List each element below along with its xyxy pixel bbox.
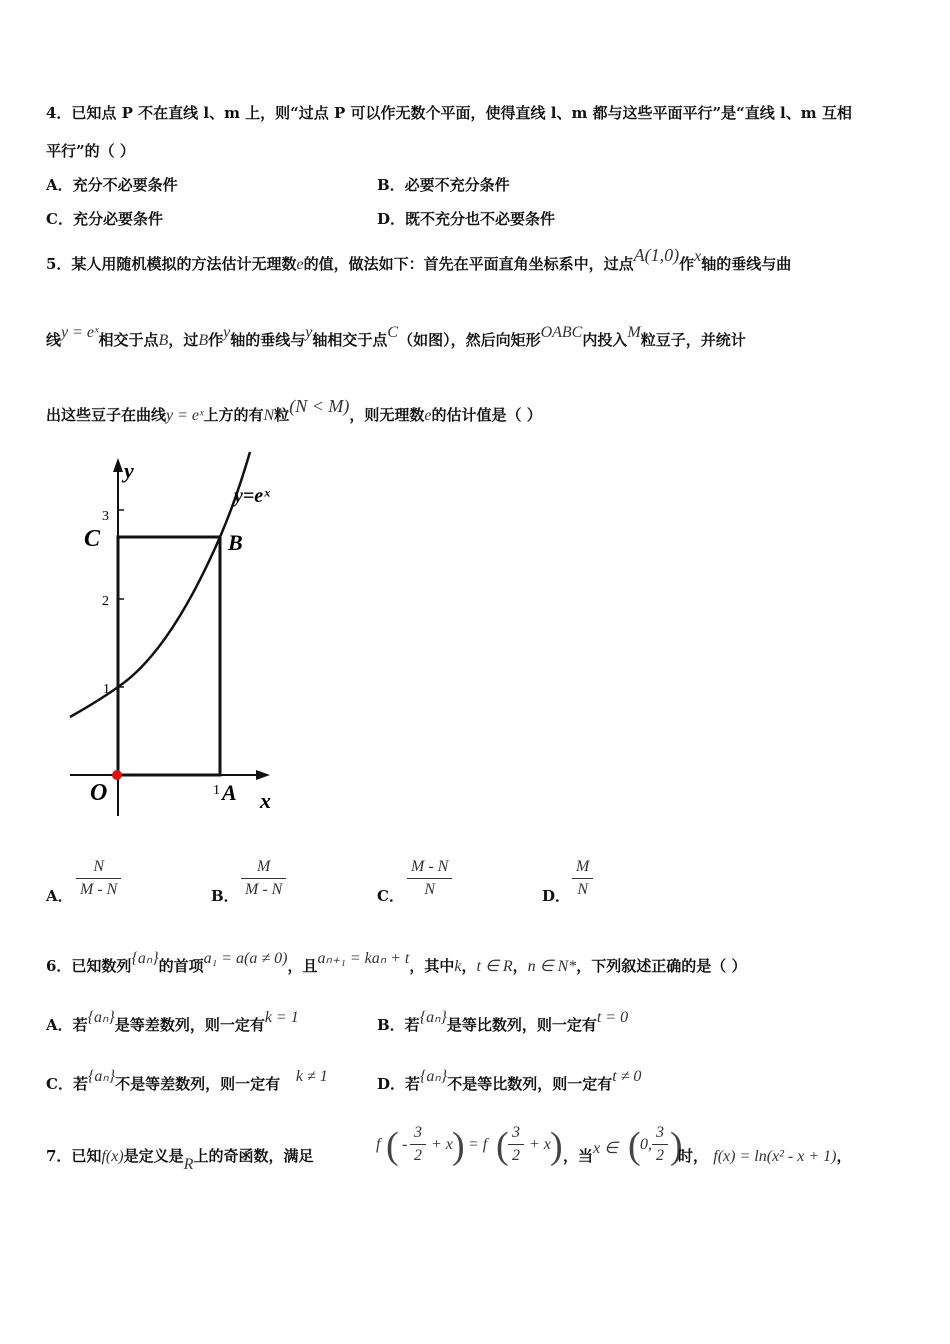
- fraction-denominator: 2: [512, 1147, 520, 1164]
- q6-option-text: 是等比数列，则一定有: [446, 1016, 597, 1034]
- math-e: e: [296, 256, 304, 273]
- q6-option-text: 不是等差数列，则一定有: [115, 1075, 281, 1093]
- q5-stem-line1: [46, 245, 792, 274]
- y-axis-arrow: [113, 458, 123, 472]
- x-axis-label: x: [260, 788, 271, 813]
- math-condition: k ≠ 1: [295, 1068, 328, 1085]
- math-b: B: [198, 332, 209, 349]
- fraction-numerator: M: [576, 858, 590, 875]
- math-definition: f(x) = ln(x² - x + 1): [713, 1148, 837, 1165]
- fraction-denominator: M - N: [80, 881, 118, 898]
- right-paren: ): [452, 1125, 465, 1167]
- math-curve: y = eˣ: [61, 324, 99, 341]
- math-y: y: [305, 324, 313, 341]
- fraction-denominator: 2: [414, 1147, 422, 1164]
- math-c: C: [387, 324, 399, 341]
- q5-text: 内投入: [582, 331, 628, 349]
- q4-option-d: D．既不充分也不必要条件: [377, 210, 556, 228]
- q5-text: 轴的垂线与: [230, 331, 306, 349]
- q7-text: 时，: [678, 1147, 709, 1165]
- point-a-label: A: [222, 780, 237, 805]
- q5-text: 的值，做法如下：首先在平面直角坐标系中，过点: [303, 255, 634, 273]
- q6-text: ，且: [287, 957, 318, 975]
- q6-option-text: D．若: [377, 1075, 421, 1093]
- fraction-denominator: 2: [656, 1147, 664, 1164]
- math-condition: (N < M): [289, 396, 350, 416]
- math-x-in: x ∈: [593, 1140, 619, 1157]
- fraction-bar: [410, 1144, 426, 1145]
- q7-text: 是定义是: [123, 1147, 184, 1165]
- math-m: M: [627, 324, 641, 341]
- math-sequence: {aₙ}: [419, 1009, 447, 1026]
- math-k: k: [454, 958, 462, 975]
- point-c-label: C: [84, 526, 101, 552]
- q7-equation: [376, 1124, 576, 1174]
- q5-text: 相交于点: [98, 331, 159, 349]
- q5-figure: [60, 450, 300, 830]
- math-fx: f(x): [101, 1148, 124, 1165]
- fraction-3-2: [508, 1124, 524, 1165]
- q6-option-c: [46, 1068, 328, 1094]
- q6-option-d: [377, 1068, 642, 1094]
- q4-option-b: B．必要不充分条件: [377, 176, 510, 194]
- math-x: x: [694, 248, 702, 265]
- right-paren: ): [670, 1125, 683, 1167]
- q5-option-a-fraction: [76, 858, 121, 899]
- math-n-in-n: n ∈ N*: [527, 958, 577, 975]
- math-plus-x: + x: [431, 1136, 453, 1153]
- fraction-bar: [241, 878, 286, 879]
- q6-option-text: C．若: [46, 1075, 88, 1093]
- fraction-bar: [407, 878, 452, 879]
- q4-stem-line2: 平行”的（ ）: [46, 142, 135, 160]
- q7-text: ，: [836, 1147, 852, 1165]
- q6-option-text: A．若: [46, 1016, 88, 1034]
- q7-stem: [46, 1145, 314, 1173]
- point-o-label: O: [90, 780, 108, 806]
- q5-text: （如图），然后向矩形: [398, 331, 541, 349]
- math-point-a: A(1,0): [633, 245, 680, 265]
- math-r: R: [183, 1156, 194, 1173]
- math-sequence: {aₙ}: [87, 1009, 115, 1026]
- q5-text: 轴相交于点: [312, 331, 388, 349]
- q5-option-d-label: D．: [542, 887, 571, 905]
- q5-option-b-label: B．: [211, 887, 239, 905]
- fraction-bar: [572, 878, 593, 879]
- q6-option-text: 是等差数列，则一定有: [114, 1016, 265, 1034]
- q5-stem-line2: [46, 324, 746, 350]
- math-t-in-r: t ∈ R: [476, 958, 513, 975]
- q5-stem-line3: [46, 396, 542, 425]
- fraction-numerator: 3: [512, 1124, 520, 1141]
- tick-3-label: 3: [102, 509, 109, 524]
- math-n: N: [263, 407, 275, 424]
- fraction-numerator: M: [257, 858, 271, 875]
- math-curve: y = eˣ: [166, 407, 204, 424]
- q5-text: 出这些豆子在曲线: [46, 406, 167, 424]
- q5-option-b-fraction: [241, 858, 286, 899]
- q5-text: 轴的垂线与曲: [701, 255, 792, 273]
- q5-option-c-label: C．: [377, 887, 404, 905]
- math-e: e: [424, 407, 432, 424]
- q5-text: 5．某人用随机模拟的方法估计无理数: [46, 255, 297, 273]
- fraction-denominator: N: [577, 881, 588, 898]
- q4-stem-line1: 4．已知点 P 不在直线 l、m 上，则“过点 P 可以作无数个平面，使得直线 l、m 都与这些平面平行”是“直线 l、m 互相: [46, 104, 852, 122]
- q5-text: 作: [208, 331, 224, 349]
- math-f: f: [376, 1136, 381, 1153]
- math-recurrence: aₙ₊₁ = kaₙ + t: [317, 950, 410, 967]
- q6-text: 的首项: [158, 957, 204, 975]
- q7-stem-end: [678, 1145, 852, 1166]
- fraction-3-2: [652, 1124, 668, 1165]
- tick-2-label: 2: [102, 594, 109, 609]
- math-condition: t = 0: [596, 1009, 629, 1026]
- q5-text: 粒豆子，并统计: [640, 331, 746, 349]
- fraction-numerator: 3: [656, 1124, 664, 1141]
- math-condition: t ≠ 0: [612, 1068, 642, 1085]
- q5-option-d-fraction: [572, 858, 593, 899]
- q6-text: 6．已知数列: [46, 957, 132, 975]
- fraction-denominator: N: [424, 881, 435, 898]
- left-paren: (: [496, 1125, 509, 1167]
- origin-dot: [112, 770, 122, 780]
- x-axis-arrow: [256, 770, 270, 780]
- fraction-numerator: M - N: [411, 858, 449, 875]
- math-rect: OABC: [540, 324, 583, 341]
- q5-option-a-label: A．: [46, 887, 73, 905]
- math-first-term: a₁ = a(a ≠ 0): [203, 950, 288, 967]
- q5-text: ，则无理数: [349, 406, 425, 424]
- q5-text: 粒: [274, 406, 290, 424]
- left-paren: (: [628, 1125, 641, 1167]
- q7-text: 7．已知: [46, 1147, 102, 1165]
- q5-text: 上方的有: [203, 406, 264, 424]
- q6-text: ，下列叙述正确的是（ ）: [576, 957, 747, 975]
- q6-option-text: B．若: [377, 1016, 420, 1034]
- left-paren: (: [386, 1125, 399, 1167]
- y-axis-label: y: [124, 458, 134, 483]
- q4-option-a: A．充分不必要条件: [46, 176, 178, 194]
- math-sequence: {aₙ}: [87, 1068, 116, 1085]
- q6-text: ，: [512, 957, 528, 975]
- tick-1-label: 1: [103, 682, 110, 697]
- point-b-label: B: [228, 530, 243, 555]
- q5-text: 线: [46, 331, 62, 349]
- fraction-bar: [652, 1144, 668, 1145]
- math-sequence: {aₙ}: [420, 1068, 448, 1085]
- fraction-denominator: M - N: [245, 881, 283, 898]
- q7-stem-continued: [563, 1140, 619, 1166]
- q7-text: ，当: [563, 1147, 594, 1165]
- q6-stem: [46, 950, 747, 976]
- math-zero: 0,: [640, 1136, 652, 1153]
- tick-x1-label: 1: [213, 783, 220, 798]
- fraction-bar: [76, 878, 121, 879]
- right-paren: ): [550, 1125, 563, 1167]
- math-minus: -: [402, 1136, 408, 1153]
- q6-option-text: 不是等比数列，则一定有: [447, 1075, 613, 1093]
- q6-text: ，: [461, 957, 477, 975]
- q6-option-b: [377, 1009, 629, 1035]
- math-condition: k = 1: [264, 1009, 299, 1026]
- q5-text: 的估计值是（ ）: [431, 406, 542, 424]
- fraction-numerator: N: [93, 858, 104, 875]
- math-b: B: [158, 332, 169, 349]
- math-plus-x: + x: [529, 1136, 551, 1153]
- q6-text: ，其中: [409, 957, 455, 975]
- curve-exp: [70, 452, 250, 717]
- q7-interval: [628, 1124, 683, 1174]
- fraction-3-2: [410, 1124, 426, 1165]
- q5-option-c-fraction: [407, 858, 452, 899]
- fraction-numerator: 3: [414, 1124, 422, 1141]
- q7-text: 上的奇函数，满足: [193, 1147, 314, 1165]
- q5-text: 作: [679, 255, 695, 273]
- fraction-bar: [508, 1144, 524, 1145]
- q4-option-c: C．充分必要条件: [46, 210, 163, 228]
- math-y: y: [223, 324, 231, 341]
- q6-option-a: [46, 1009, 299, 1035]
- q5-text: ，过: [168, 331, 199, 349]
- curve-label: y=eˣ: [234, 485, 270, 507]
- math-equals-f: = f: [468, 1136, 488, 1153]
- math-sequence: {aₙ}: [131, 950, 159, 967]
